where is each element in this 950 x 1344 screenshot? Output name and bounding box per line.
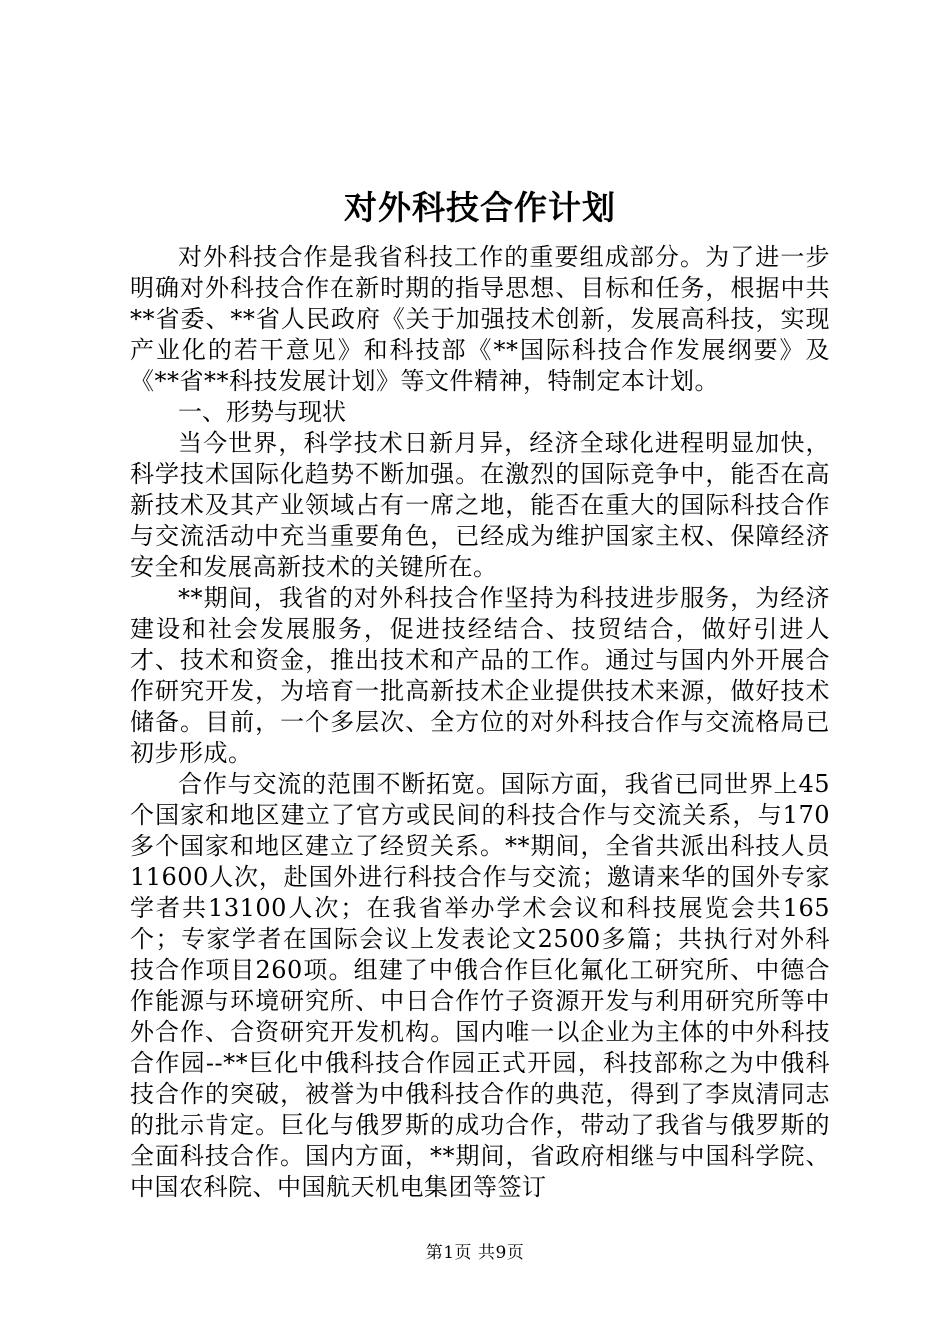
document-body [130, 180, 830, 1203]
paragraph-period-review: **期间，我省的对外科技合作坚持为科技进步服务，为经济建设和社会发展服务，促进技经结合、技贸结合，做好引进人才、技术和资金，推出技术和产品的工作。通过与国内外开展合作研究开发，为培育一批高新技术企业提供技术来源，做好技术储备。目前，一个多层次、全方位的对外科技合作与交流格局已初步形成。 [130, 584, 830, 767]
page-footer: 第1页 共9页 [425, 1243, 525, 1263]
section-heading-situation: 一、形势与现状 [178, 398, 346, 426]
document-title: 对外科技合作计划 [344, 188, 616, 227]
paragraph-world-situation: 当今世界，科学技术日新月异，经济全球化进程明显加快，科学技术国际化趋势不断加强。在激烈的国际竞争中，能否在高新技术及其产业领域占有一席之地，能否在重大的国际科技合作与交流活动中充当重要角色，已经成为维护国家主权、保障经济安全和发展高新技术的关键所在。 [130, 429, 830, 581]
paragraph-intro: 对外科技合作是我省科技工作的重要组成部分。为了进一步明确对外科技合作在新时期的指导思想、目标和任务，根据中共**省委、**省人民政府《关于加强技术创新，发展高科技，实现产业化的若干意见》和科技部《**国际科技合作发展纲要》及《**省**科技发展计划》等文件精神，特制定本计划。 [130, 243, 830, 395]
paragraph-cooperation-scope: 合作与交流的范围不断拓宽。国际方面，我省已同世界上45个国家和地区建立了官方或民间的科技合作与交流关系，与170多个国家和地区建立了经贸关系。**期间，全省共派出科技人员11600人次，赴国外进行科技合作与交流；邀请来华的国外专家学者共13100人次；在我省举办学术会议和科技展览会共165个；专家学者在国际会议上发表论文2500多篇；共执行对外科技合作项目260项。组建了中俄合作巨化氟化工研究所、中德合作能源与环境研究所、中日合作竹子资源开发与利用研究所等中外合作、合资研究开发机构。国内唯一以企业为主体的中外科技合作园--**巨化中俄科技合作园正式开园，科技部称之为中俄科技合作的突破，被誉为中俄科技合作的典范，得到了李岚清同志的批示肯定。巨化与俄罗斯的成功合作，带动了我省与俄罗斯的全面科技合作。国内方面，**期间，省政府相继与中国科学院、中国农科院、中国航天机电集团等签订 [130, 770, 830, 1201]
